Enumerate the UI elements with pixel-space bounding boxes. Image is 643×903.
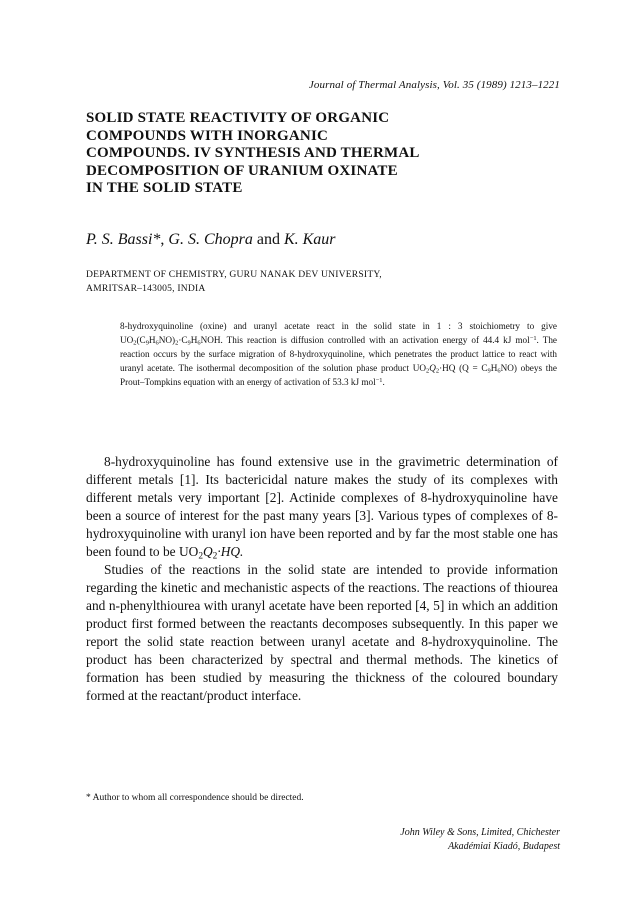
subscript: 2 (426, 367, 430, 375)
abstract-text: H (490, 362, 498, 373)
paragraph (86, 453, 558, 561)
affiliation (86, 268, 382, 296)
subscript: 2 (198, 551, 203, 562)
journal-reference: Journal of Thermal Analysis, Vol. 35 (1989) 1213–1221 (308, 79, 560, 91)
abstract-text: (C (136, 334, 146, 345)
abstract-text: NO) (158, 334, 176, 345)
subscript: 2 (435, 367, 440, 375)
abstract-text: H (190, 334, 198, 345)
abstract-text: NO) obeys the Prout–Tompkins equation with an energy of activation of 53.3 kJ mol (120, 362, 557, 387)
publisher-line: John Wiley & Sons, Limited, Chichester (400, 827, 560, 838)
subscript: 9 (487, 367, 491, 375)
subscript: 9 (145, 339, 149, 347)
abstract-text: ·HQ (Q = C (439, 362, 488, 373)
abstract (120, 320, 557, 390)
title-line: DECOMPOSITION OF URANIUM OXINATE (86, 162, 398, 179)
author-name: G. S. Chopra (168, 231, 253, 248)
author-name: P. S. Bassi (86, 231, 153, 248)
paragraph-text: 8-hydroxyquinoline has found extensive use in the gravimetric determination of different metals [1]. Its bactericidal nature makes the study of its complexes with different metals very important [2]. Actinide complexes of 8-hydroxyquinoline have been a source of interest for the past many years [3]. Various types of complexes of 8-hydroxyquinoline with uranyl ion have been reported and by far the most stable one has been found to be UO (86, 454, 558, 559)
subscript: 2 (212, 551, 218, 562)
author-list (86, 231, 336, 249)
author-separator: and (252, 231, 284, 248)
superscript: −1 (375, 376, 383, 384)
paragraph: Studies of the reactions in the solid state are intended to provide information regarding the kinetic and mechanistic aspects of the reactions. The reactions of thiourea and n-phenylthiourea with uranyl acetate have been reported [4, 5] in which an addition product first formed between the reactants decomposes subsequently. In this paper we report the solid state reaction between uranyl acetate and 8-hydroxyquinoline. The product has been characterized by spectral and thermal methods. The kinetics of formation has been studied by measuring the thickness of the coloured boundary formed at the reactant/product interface. (86, 562, 558, 703)
subscript: 9 (187, 339, 191, 347)
footnote: * Author to whom all correspondence should be directed. (86, 793, 304, 803)
superscript: −1 (529, 335, 537, 343)
title-line: IN THE SOLID STATE (86, 180, 243, 196)
subscript: 2 (175, 339, 179, 347)
abstract-text: . (382, 376, 385, 387)
title-line: SOLID STATE REACTIVITY OF ORGANIC (86, 110, 390, 126)
subscript: 6 (155, 339, 159, 347)
subscript: 6 (497, 367, 501, 375)
abstract-text: NOH. This reaction is diffusion controlled with an activation energy of 44.4 kJ mol (200, 334, 530, 345)
abstract-text: Q (429, 362, 436, 373)
body-text (86, 453, 558, 705)
abstract-text: 8-hydroxyquinoline (oxine) and uranyl acetate react in the solid state in 1 : 3 stoichiometry to give UO (120, 321, 557, 345)
publisher-info (400, 826, 560, 854)
author-mark: * (152, 231, 161, 248)
subscript: 2 (133, 339, 137, 347)
author-name: K. Kaur (283, 231, 336, 248)
affiliation-line: DEPARTMENT OF CHEMISTRY, GURU NANAK DEV UNIVERSITY, (86, 269, 382, 280)
publisher-line: Akadémiai Kiadó, Budapest (448, 841, 560, 852)
abstract-text: H (148, 334, 156, 345)
title-line: COMPOUNDS. IV SYNTHESIS AND THERMAL (86, 145, 420, 161)
affiliation-line: AMRITSAR–143005, INDIA (86, 283, 206, 294)
paragraph-text: ·HQ. (217, 544, 244, 559)
paper-title (86, 110, 566, 198)
subscript: 6 (197, 339, 201, 347)
abstract-text: ·C (178, 334, 188, 345)
paragraph-text: Q (203, 544, 213, 559)
abstract-text: . The reaction occurs by the surface migration of 8-hydroxyquinoline, which penetrates the product lattice to react with uranyl acetate. The isothermal decomposition of the solution phase product UO (120, 334, 557, 373)
author-separator: , (160, 231, 169, 248)
title-line: COMPOUNDS WITH INORGANIC (86, 127, 329, 144)
